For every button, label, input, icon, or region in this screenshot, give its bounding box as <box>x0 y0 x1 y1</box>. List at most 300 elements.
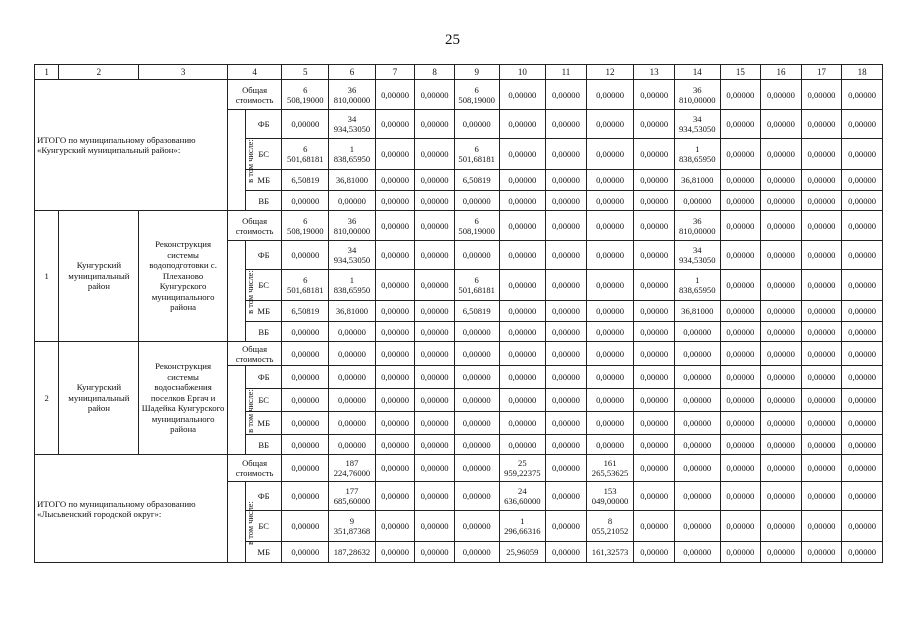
value-cell: 0,00000 <box>415 241 455 270</box>
header-cell: 3 <box>139 65 227 80</box>
header-cell: 11 <box>546 65 587 80</box>
value-cell: 0,00000 <box>282 412 329 435</box>
fund-source-label: МБ <box>245 170 282 191</box>
value-cell: 0,00000 <box>674 389 720 412</box>
header-cell: 1 <box>35 65 59 80</box>
value-cell: 0,00000 <box>842 170 883 191</box>
value-cell: 0,00000 <box>586 322 634 342</box>
value-cell: 0,00000 <box>454 191 499 211</box>
value-cell: 0,00000 <box>674 412 720 435</box>
header-cell: 6 <box>329 65 376 80</box>
header-cell: 9 <box>454 65 499 80</box>
value-cell: 0,00000 <box>801 389 842 412</box>
value-cell: 0,00000 <box>546 435 587 455</box>
value-cell: 0,00000 <box>634 170 675 191</box>
value-cell: 0,00000 <box>375 342 415 366</box>
value-cell: 0,00000 <box>415 139 455 170</box>
value-cell: 1 838,65950 <box>674 139 720 170</box>
value-cell: 0,00000 <box>546 511 587 542</box>
value-cell: 0,00000 <box>801 482 842 511</box>
value-cell: 0,00000 <box>415 211 455 241</box>
value-cell: 0,00000 <box>761 80 802 110</box>
value-cell: 36,81000 <box>674 301 720 322</box>
value-cell: 34 934,53050 <box>329 241 376 270</box>
value-cell: 0,00000 <box>499 389 546 412</box>
header-cell: 15 <box>720 65 761 80</box>
value-cell: 0,00000 <box>801 412 842 435</box>
value-cell: 0,00000 <box>761 191 802 211</box>
value-cell: 0,00000 <box>499 191 546 211</box>
in-total-label <box>227 482 255 563</box>
value-cell: 0,00000 <box>375 482 415 511</box>
value-cell: 6 508,19000 <box>282 211 329 241</box>
value-cell: 0,00000 <box>720 241 761 270</box>
value-cell: 0,00000 <box>499 342 546 366</box>
value-cell: 0,00000 <box>282 542 329 563</box>
fund-source-label: МБ <box>245 542 282 563</box>
block-title: ИТОГО по муниципальному образованию «Лысьвенский городской округ»: <box>35 455 228 563</box>
value-cell: 0,00000 <box>634 80 675 110</box>
value-cell: 0,00000 <box>634 322 675 342</box>
value-cell: 0,00000 <box>801 542 842 563</box>
value-cell: 0,00000 <box>842 191 883 211</box>
value-cell: 0,00000 <box>761 366 802 389</box>
value-cell: 0,00000 <box>375 412 415 435</box>
value-cell: 0,00000 <box>546 301 587 322</box>
item-number: 1 <box>35 211 59 342</box>
value-cell: 0,00000 <box>720 139 761 170</box>
value-cell: 0,00000 <box>720 482 761 511</box>
value-cell: 0,00000 <box>415 342 455 366</box>
value-cell: 1 838,65950 <box>674 270 720 301</box>
value-cell: 0,00000 <box>546 322 587 342</box>
value-cell: 0,00000 <box>720 455 761 482</box>
value-cell: 6 508,19000 <box>454 211 499 241</box>
value-cell: 36,81000 <box>329 301 376 322</box>
value-cell: 0,00000 <box>761 241 802 270</box>
value-cell: 0,00000 <box>634 191 675 211</box>
value-cell: 34 934,53050 <box>674 241 720 270</box>
value-cell: 0,00000 <box>634 211 675 241</box>
value-cell: 0,00000 <box>375 139 415 170</box>
header-cell: 12 <box>586 65 634 80</box>
value-cell: 0,00000 <box>282 511 329 542</box>
value-cell: 0,00000 <box>282 435 329 455</box>
header-cell: 5 <box>282 65 329 80</box>
value-cell: 0,00000 <box>454 389 499 412</box>
header-cell: 7 <box>375 65 415 80</box>
value-cell: 0,00000 <box>586 366 634 389</box>
value-cell: 0,00000 <box>546 211 587 241</box>
value-cell: 24 636,60000 <box>499 482 546 511</box>
value-cell: 0,00000 <box>634 301 675 322</box>
value-cell: 0,00000 <box>801 80 842 110</box>
value-cell: 0,00000 <box>634 139 675 170</box>
header-cell: 17 <box>801 65 842 80</box>
value-cell: 0,00000 <box>546 80 587 110</box>
value-cell: 0,00000 <box>282 366 329 389</box>
value-cell: 6 508,19000 <box>454 80 499 110</box>
value-cell: 0,00000 <box>842 455 883 482</box>
value-cell: 0,00000 <box>720 191 761 211</box>
value-cell: 34 934,53050 <box>329 110 376 139</box>
value-cell: 0,00000 <box>586 191 634 211</box>
in-total-text: в том числе: <box>245 269 255 314</box>
total-cost-label: Общая стоимость <box>227 455 282 482</box>
value-cell: 0,00000 <box>375 366 415 389</box>
value-cell: 0,00000 <box>634 482 675 511</box>
value-cell: 0,00000 <box>761 435 802 455</box>
value-cell: 0,00000 <box>720 301 761 322</box>
value-cell: 0,00000 <box>415 301 455 322</box>
row-lysva_total-total <box>35 455 883 482</box>
value-cell: 0,00000 <box>415 412 455 435</box>
value-cell: 6,50819 <box>282 301 329 322</box>
row-kungur_total-total <box>35 80 883 110</box>
value-cell: 0,00000 <box>375 511 415 542</box>
value-cell: 0,00000 <box>586 241 634 270</box>
value-cell: 0,00000 <box>499 110 546 139</box>
fund-source-label: ФБ <box>245 110 282 139</box>
value-cell: 36 810,00000 <box>674 211 720 241</box>
value-cell: 0,00000 <box>586 80 634 110</box>
block-title: ИТОГО по муниципальному образованию «Кунгурский муниципальный район»: <box>35 80 228 211</box>
value-cell: 0,00000 <box>586 342 634 366</box>
value-cell: 0,00000 <box>546 241 587 270</box>
value-cell: 0,00000 <box>282 389 329 412</box>
header-row <box>35 65 883 80</box>
value-cell: 0,00000 <box>801 435 842 455</box>
value-cell: 0,00000 <box>842 435 883 455</box>
municipality-name: Кунгурский муниципальный район <box>59 342 139 455</box>
item-number: 2 <box>35 342 59 455</box>
value-cell: 36 810,00000 <box>329 211 376 241</box>
value-cell: 0,00000 <box>546 389 587 412</box>
value-cell: 0,00000 <box>842 542 883 563</box>
value-cell: 36 810,00000 <box>674 80 720 110</box>
value-cell: 0,00000 <box>282 482 329 511</box>
value-cell: 0,00000 <box>634 542 675 563</box>
fund-source-label: МБ <box>245 301 282 322</box>
value-cell: 0,00000 <box>674 435 720 455</box>
value-cell: 0,00000 <box>586 389 634 412</box>
row-item2-total <box>35 342 883 366</box>
value-cell: 0,00000 <box>546 366 587 389</box>
value-cell: 8 055,21052 <box>586 511 634 542</box>
value-cell: 0,00000 <box>499 139 546 170</box>
value-cell: 0,00000 <box>415 389 455 412</box>
table-body <box>35 65 883 563</box>
value-cell: 0,00000 <box>282 241 329 270</box>
value-cell: 0,00000 <box>454 342 499 366</box>
fund-source-label: ВБ <box>245 322 282 342</box>
value-cell: 0,00000 <box>375 301 415 322</box>
value-cell: 6 501,68181 <box>454 270 499 301</box>
value-cell: 0,00000 <box>499 270 546 301</box>
value-cell: 0,00000 <box>415 511 455 542</box>
value-cell: 6 501,68181 <box>282 270 329 301</box>
value-cell: 36 810,00000 <box>329 80 376 110</box>
value-cell: 0,00000 <box>329 389 376 412</box>
value-cell: 0,00000 <box>801 342 842 366</box>
value-cell: 6 508,19000 <box>282 80 329 110</box>
value-cell: 0,00000 <box>801 110 842 139</box>
value-cell: 0,00000 <box>375 322 415 342</box>
value-cell: 0,00000 <box>499 170 546 191</box>
value-cell: 36,81000 <box>674 170 720 191</box>
value-cell: 0,00000 <box>454 542 499 563</box>
in-total-label <box>227 241 255 342</box>
value-cell: 0,00000 <box>454 455 499 482</box>
value-cell: 0,00000 <box>761 301 802 322</box>
value-cell: 0,00000 <box>761 270 802 301</box>
value-cell: 0,00000 <box>842 412 883 435</box>
object-name: Реконструкция системы водоснабжения поселков Ергач и Шадейка Кунгурского муниципального района <box>139 342 227 455</box>
value-cell: 0,00000 <box>586 301 634 322</box>
value-cell: 0,00000 <box>720 211 761 241</box>
value-cell: 0,00000 <box>454 435 499 455</box>
header-cell: 13 <box>634 65 675 80</box>
value-cell: 0,00000 <box>842 211 883 241</box>
value-cell: 0,00000 <box>761 110 802 139</box>
value-cell: 0,00000 <box>499 366 546 389</box>
fund-source-label: ФБ <box>245 482 282 511</box>
value-cell: 0,00000 <box>546 270 587 301</box>
value-cell: 0,00000 <box>801 455 842 482</box>
value-cell: 0,00000 <box>415 110 455 139</box>
value-cell: 0,00000 <box>842 301 883 322</box>
value-cell: 0,00000 <box>499 301 546 322</box>
value-cell: 0,00000 <box>842 482 883 511</box>
value-cell: 0,00000 <box>375 211 415 241</box>
total-cost-label: Общая стоимость <box>227 211 282 241</box>
header-cell: 16 <box>761 65 802 80</box>
value-cell: 0,00000 <box>375 435 415 455</box>
value-cell: 0,00000 <box>720 322 761 342</box>
value-cell: 0,00000 <box>499 241 546 270</box>
value-cell: 0,00000 <box>674 511 720 542</box>
value-cell: 0,00000 <box>720 110 761 139</box>
value-cell: 0,00000 <box>634 389 675 412</box>
value-cell: 0,00000 <box>415 482 455 511</box>
value-cell: 0,00000 <box>454 322 499 342</box>
value-cell: 0,00000 <box>375 389 415 412</box>
value-cell: 0,00000 <box>415 455 455 482</box>
value-cell: 0,00000 <box>415 191 455 211</box>
value-cell: 0,00000 <box>674 455 720 482</box>
value-cell: 0,00000 <box>586 412 634 435</box>
value-cell: 0,00000 <box>801 366 842 389</box>
value-cell: 0,00000 <box>801 241 842 270</box>
value-cell: 0,00000 <box>499 412 546 435</box>
total-cost-label: Общая стоимость <box>227 80 282 110</box>
value-cell: 0,00000 <box>674 542 720 563</box>
value-cell: 0,00000 <box>546 170 587 191</box>
value-cell: 6,50819 <box>454 170 499 191</box>
value-cell: 0,00000 <box>720 389 761 412</box>
value-cell: 0,00000 <box>586 435 634 455</box>
value-cell: 6 501,68181 <box>282 139 329 170</box>
value-cell: 0,00000 <box>674 322 720 342</box>
value-cell: 0,00000 <box>634 342 675 366</box>
value-cell: 0,00000 <box>634 270 675 301</box>
value-cell: 0,00000 <box>415 80 455 110</box>
fund-source-label: ФБ <box>245 241 282 270</box>
value-cell: 0,00000 <box>499 322 546 342</box>
municipality-name: Кунгурский муниципальный район <box>59 211 139 342</box>
value-cell: 0,00000 <box>761 170 802 191</box>
value-cell: 0,00000 <box>842 241 883 270</box>
value-cell: 153 049,00000 <box>586 482 634 511</box>
total-cost-label: Общая стоимость <box>227 342 282 366</box>
budget-table <box>34 64 883 563</box>
value-cell: 0,00000 <box>454 110 499 139</box>
value-cell: 0,00000 <box>674 342 720 366</box>
value-cell: 0,00000 <box>634 366 675 389</box>
value-cell: 0,00000 <box>761 211 802 241</box>
value-cell: 0,00000 <box>586 170 634 191</box>
value-cell: 0,00000 <box>842 80 883 110</box>
value-cell: 0,00000 <box>634 110 675 139</box>
value-cell: 0,00000 <box>761 542 802 563</box>
value-cell: 0,00000 <box>801 322 842 342</box>
value-cell: 0,00000 <box>499 80 546 110</box>
value-cell: 0,00000 <box>634 241 675 270</box>
value-cell: 0,00000 <box>454 366 499 389</box>
value-cell: 0,00000 <box>546 191 587 211</box>
in-total-label <box>227 110 255 211</box>
value-cell: 0,00000 <box>546 139 587 170</box>
value-cell: 0,00000 <box>415 170 455 191</box>
value-cell: 0,00000 <box>454 482 499 511</box>
value-cell: 0,00000 <box>329 342 376 366</box>
value-cell: 0,00000 <box>761 482 802 511</box>
fund-source-label: БС <box>245 270 282 301</box>
value-cell: 6,50819 <box>454 301 499 322</box>
value-cell: 0,00000 <box>842 366 883 389</box>
value-cell: 0,00000 <box>674 191 720 211</box>
value-cell: 0,00000 <box>674 366 720 389</box>
value-cell: 0,00000 <box>282 191 329 211</box>
value-cell: 0,00000 <box>499 435 546 455</box>
value-cell: 0,00000 <box>842 139 883 170</box>
value-cell: 0,00000 <box>546 482 587 511</box>
value-cell: 25,96059 <box>499 542 546 563</box>
value-cell: 0,00000 <box>415 435 455 455</box>
value-cell: 0,00000 <box>282 342 329 366</box>
value-cell: 0,00000 <box>375 455 415 482</box>
value-cell: 0,00000 <box>415 322 455 342</box>
value-cell: 0,00000 <box>720 511 761 542</box>
value-cell: 0,00000 <box>375 270 415 301</box>
value-cell: 34 934,53050 <box>674 110 720 139</box>
value-cell: 0,00000 <box>375 80 415 110</box>
value-cell: 0,00000 <box>842 342 883 366</box>
value-cell: 0,00000 <box>720 80 761 110</box>
value-cell: 0,00000 <box>415 542 455 563</box>
in-total-text: в том числе: <box>245 138 255 183</box>
value-cell: 0,00000 <box>761 511 802 542</box>
value-cell: 0,00000 <box>375 191 415 211</box>
value-cell: 0,00000 <box>375 110 415 139</box>
value-cell: 0,00000 <box>801 191 842 211</box>
value-cell: 161,32573 <box>586 542 634 563</box>
value-cell: 0,00000 <box>415 366 455 389</box>
fund-source-label: БС <box>245 389 282 412</box>
value-cell: 0,00000 <box>720 412 761 435</box>
value-cell: 0,00000 <box>801 511 842 542</box>
value-cell: 0,00000 <box>546 342 587 366</box>
value-cell: 0,00000 <box>720 542 761 563</box>
value-cell: 0,00000 <box>415 270 455 301</box>
value-cell: 0,00000 <box>720 342 761 366</box>
header-cell: 10 <box>499 65 546 80</box>
value-cell: 0,00000 <box>282 322 329 342</box>
value-cell: 0,00000 <box>546 542 587 563</box>
value-cell: 0,00000 <box>282 455 329 482</box>
value-cell: 0,00000 <box>586 110 634 139</box>
value-cell: 0,00000 <box>720 170 761 191</box>
value-cell: 0,00000 <box>634 412 675 435</box>
value-cell: 0,00000 <box>842 389 883 412</box>
value-cell: 0,00000 <box>761 322 802 342</box>
value-cell: 0,00000 <box>634 435 675 455</box>
value-cell: 0,00000 <box>801 139 842 170</box>
fund-source-label: БС <box>245 511 282 542</box>
header-cell: 4 <box>227 65 282 80</box>
value-cell: 0,00000 <box>801 270 842 301</box>
value-cell: 0,00000 <box>546 455 587 482</box>
header-cell: 2 <box>59 65 139 80</box>
value-cell: 0,00000 <box>761 412 802 435</box>
value-cell: 0,00000 <box>842 110 883 139</box>
value-cell: 0,00000 <box>761 342 802 366</box>
value-cell: 1 296,66316 <box>499 511 546 542</box>
value-cell: 0,00000 <box>674 482 720 511</box>
value-cell: 0,00000 <box>454 412 499 435</box>
header-cell: 18 <box>842 65 883 80</box>
page-number: 25 <box>445 32 460 48</box>
fund-source-label: МБ <box>245 412 282 435</box>
value-cell: 187,28632 <box>329 542 376 563</box>
value-cell: 0,00000 <box>454 511 499 542</box>
value-cell: 0,00000 <box>720 435 761 455</box>
row-item1-total <box>35 211 883 241</box>
value-cell: 6 501,68181 <box>454 139 499 170</box>
value-cell: 0,00000 <box>634 455 675 482</box>
value-cell: 1 838,65950 <box>329 270 376 301</box>
value-cell: 0,00000 <box>329 322 376 342</box>
value-cell: 1 838,65950 <box>329 139 376 170</box>
value-cell: 0,00000 <box>499 211 546 241</box>
value-cell: 177 685,60000 <box>329 482 376 511</box>
value-cell: 0,00000 <box>842 511 883 542</box>
value-cell: 0,00000 <box>634 511 675 542</box>
value-cell: 0,00000 <box>454 241 499 270</box>
value-cell: 0,00000 <box>329 366 376 389</box>
object-name: Реконструкция системы водоподготовки с. Плеханово Кунгурского муниципального района <box>139 211 227 342</box>
value-cell: 0,00000 <box>282 110 329 139</box>
value-cell: 0,00000 <box>586 270 634 301</box>
fund-source-label: ВБ <box>245 191 282 211</box>
in-total-text: в том числе: <box>245 500 255 545</box>
header-cell: 14 <box>674 65 720 80</box>
value-cell: 0,00000 <box>375 170 415 191</box>
value-cell: 0,00000 <box>761 455 802 482</box>
value-cell: 0,00000 <box>329 191 376 211</box>
value-cell: 9 351,87368 <box>329 511 376 542</box>
value-cell: 0,00000 <box>842 322 883 342</box>
